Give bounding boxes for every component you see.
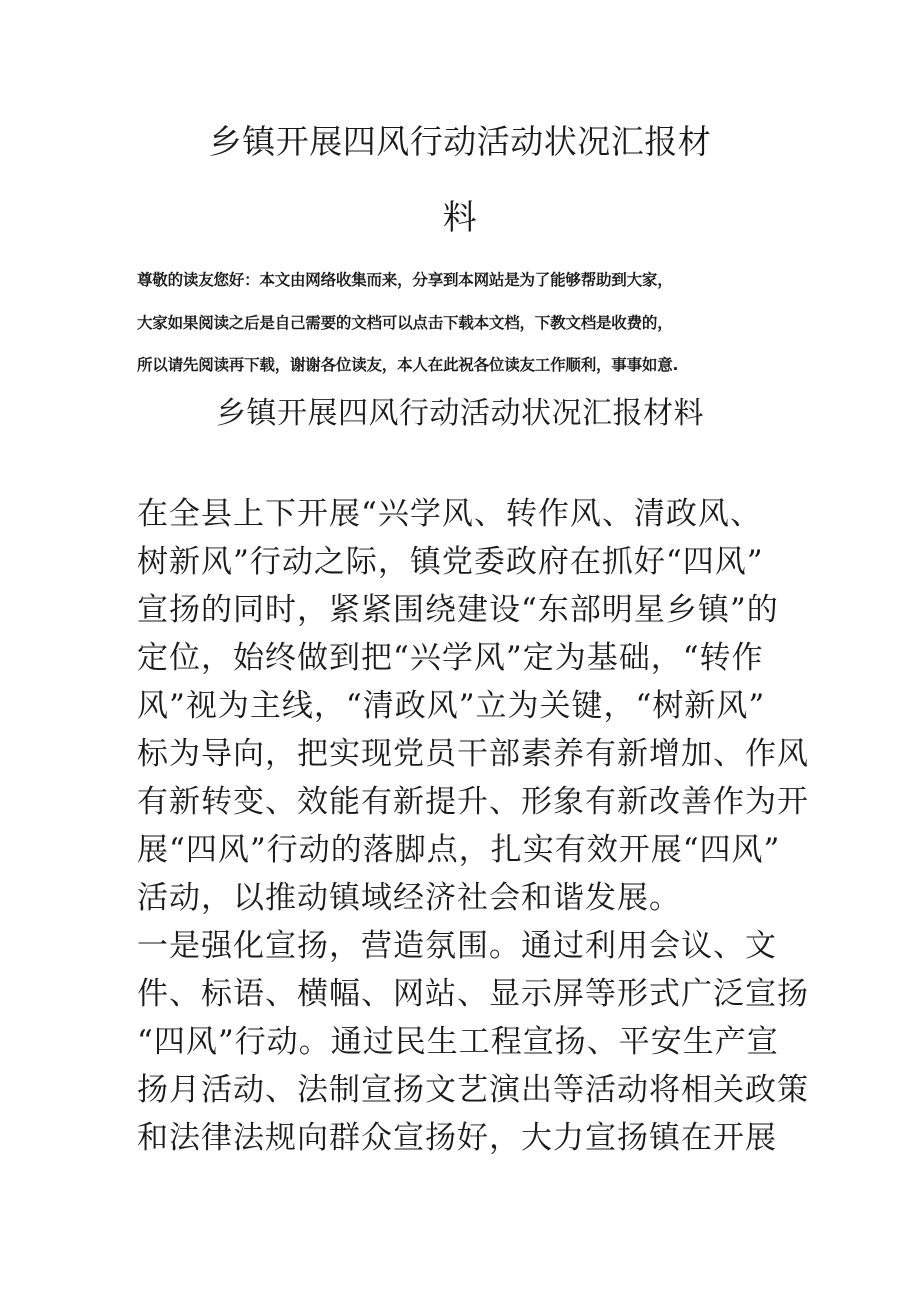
body-text-line: 风”视为主线，“清政风”立为关键，“树新风” bbox=[137, 688, 766, 724]
body-text-line: 展“四风”行动的落脚点，扎实有效开展“四风” bbox=[137, 832, 781, 868]
body-text-line: 标为导向，把实现党员干部素养有新增加、作风 bbox=[137, 736, 809, 772]
body-text-line: 活动，以推动镇域经济社会和谐发展。 bbox=[137, 880, 681, 916]
body-text-line: 树新风”行动之际，镇党委政府在抓好“四风” bbox=[137, 544, 764, 580]
document-title-line-2: 料 bbox=[442, 198, 478, 238]
body-text-line: “四风”行动。通过民生工程宣扬、平安生产宣 bbox=[137, 1024, 779, 1060]
body-text-line: 宣扬的同时，紧紧围绕建设“东部明星乡镇”的 bbox=[137, 592, 779, 628]
body-text-line: 一是强化宣扬，营造氛围。通过利用会议、文 bbox=[137, 928, 777, 964]
reader-notice-line-3: 所以请先阅读再下载，谢谢各位读友，本人在此祝各位读友工作顺利，事事如意. bbox=[137, 356, 679, 374]
body-text-line: 和法律法规向群众宣扬好，大力宣扬镇在开展 bbox=[137, 1120, 777, 1156]
body-text-line: 扬月活动、法制宣扬文艺演出等活动将相关政策 bbox=[137, 1072, 809, 1108]
reader-notice-line-2: 大家如果阅读之后是自己需要的文档可以点击下载本文档，下教文档是收费的， bbox=[137, 314, 673, 332]
body-text-line: 件、标语、横幅、网站、显示屏等形式广泛宣扬 bbox=[137, 976, 809, 1012]
body-text-line: 在全县上下开展“兴学风、转作风、清政风、 bbox=[137, 496, 762, 532]
body-text-line: 有新转变、效能有新提升、形象有新改善作为开 bbox=[137, 784, 809, 820]
body-text-line: 定位，始终做到把“兴学风”定为基础，“转作 bbox=[137, 640, 764, 676]
document-title-line-1: 乡镇开展四风行动活动状况汇报材 bbox=[208, 122, 712, 161]
reader-notice-line-1: 尊敬的读友您好：本文由网络收集而来，分享到本网站是为了能够帮助到大家， bbox=[137, 271, 673, 289]
document-subtitle: 乡镇开展四风行动活动状况汇报材料 bbox=[216, 396, 704, 431]
